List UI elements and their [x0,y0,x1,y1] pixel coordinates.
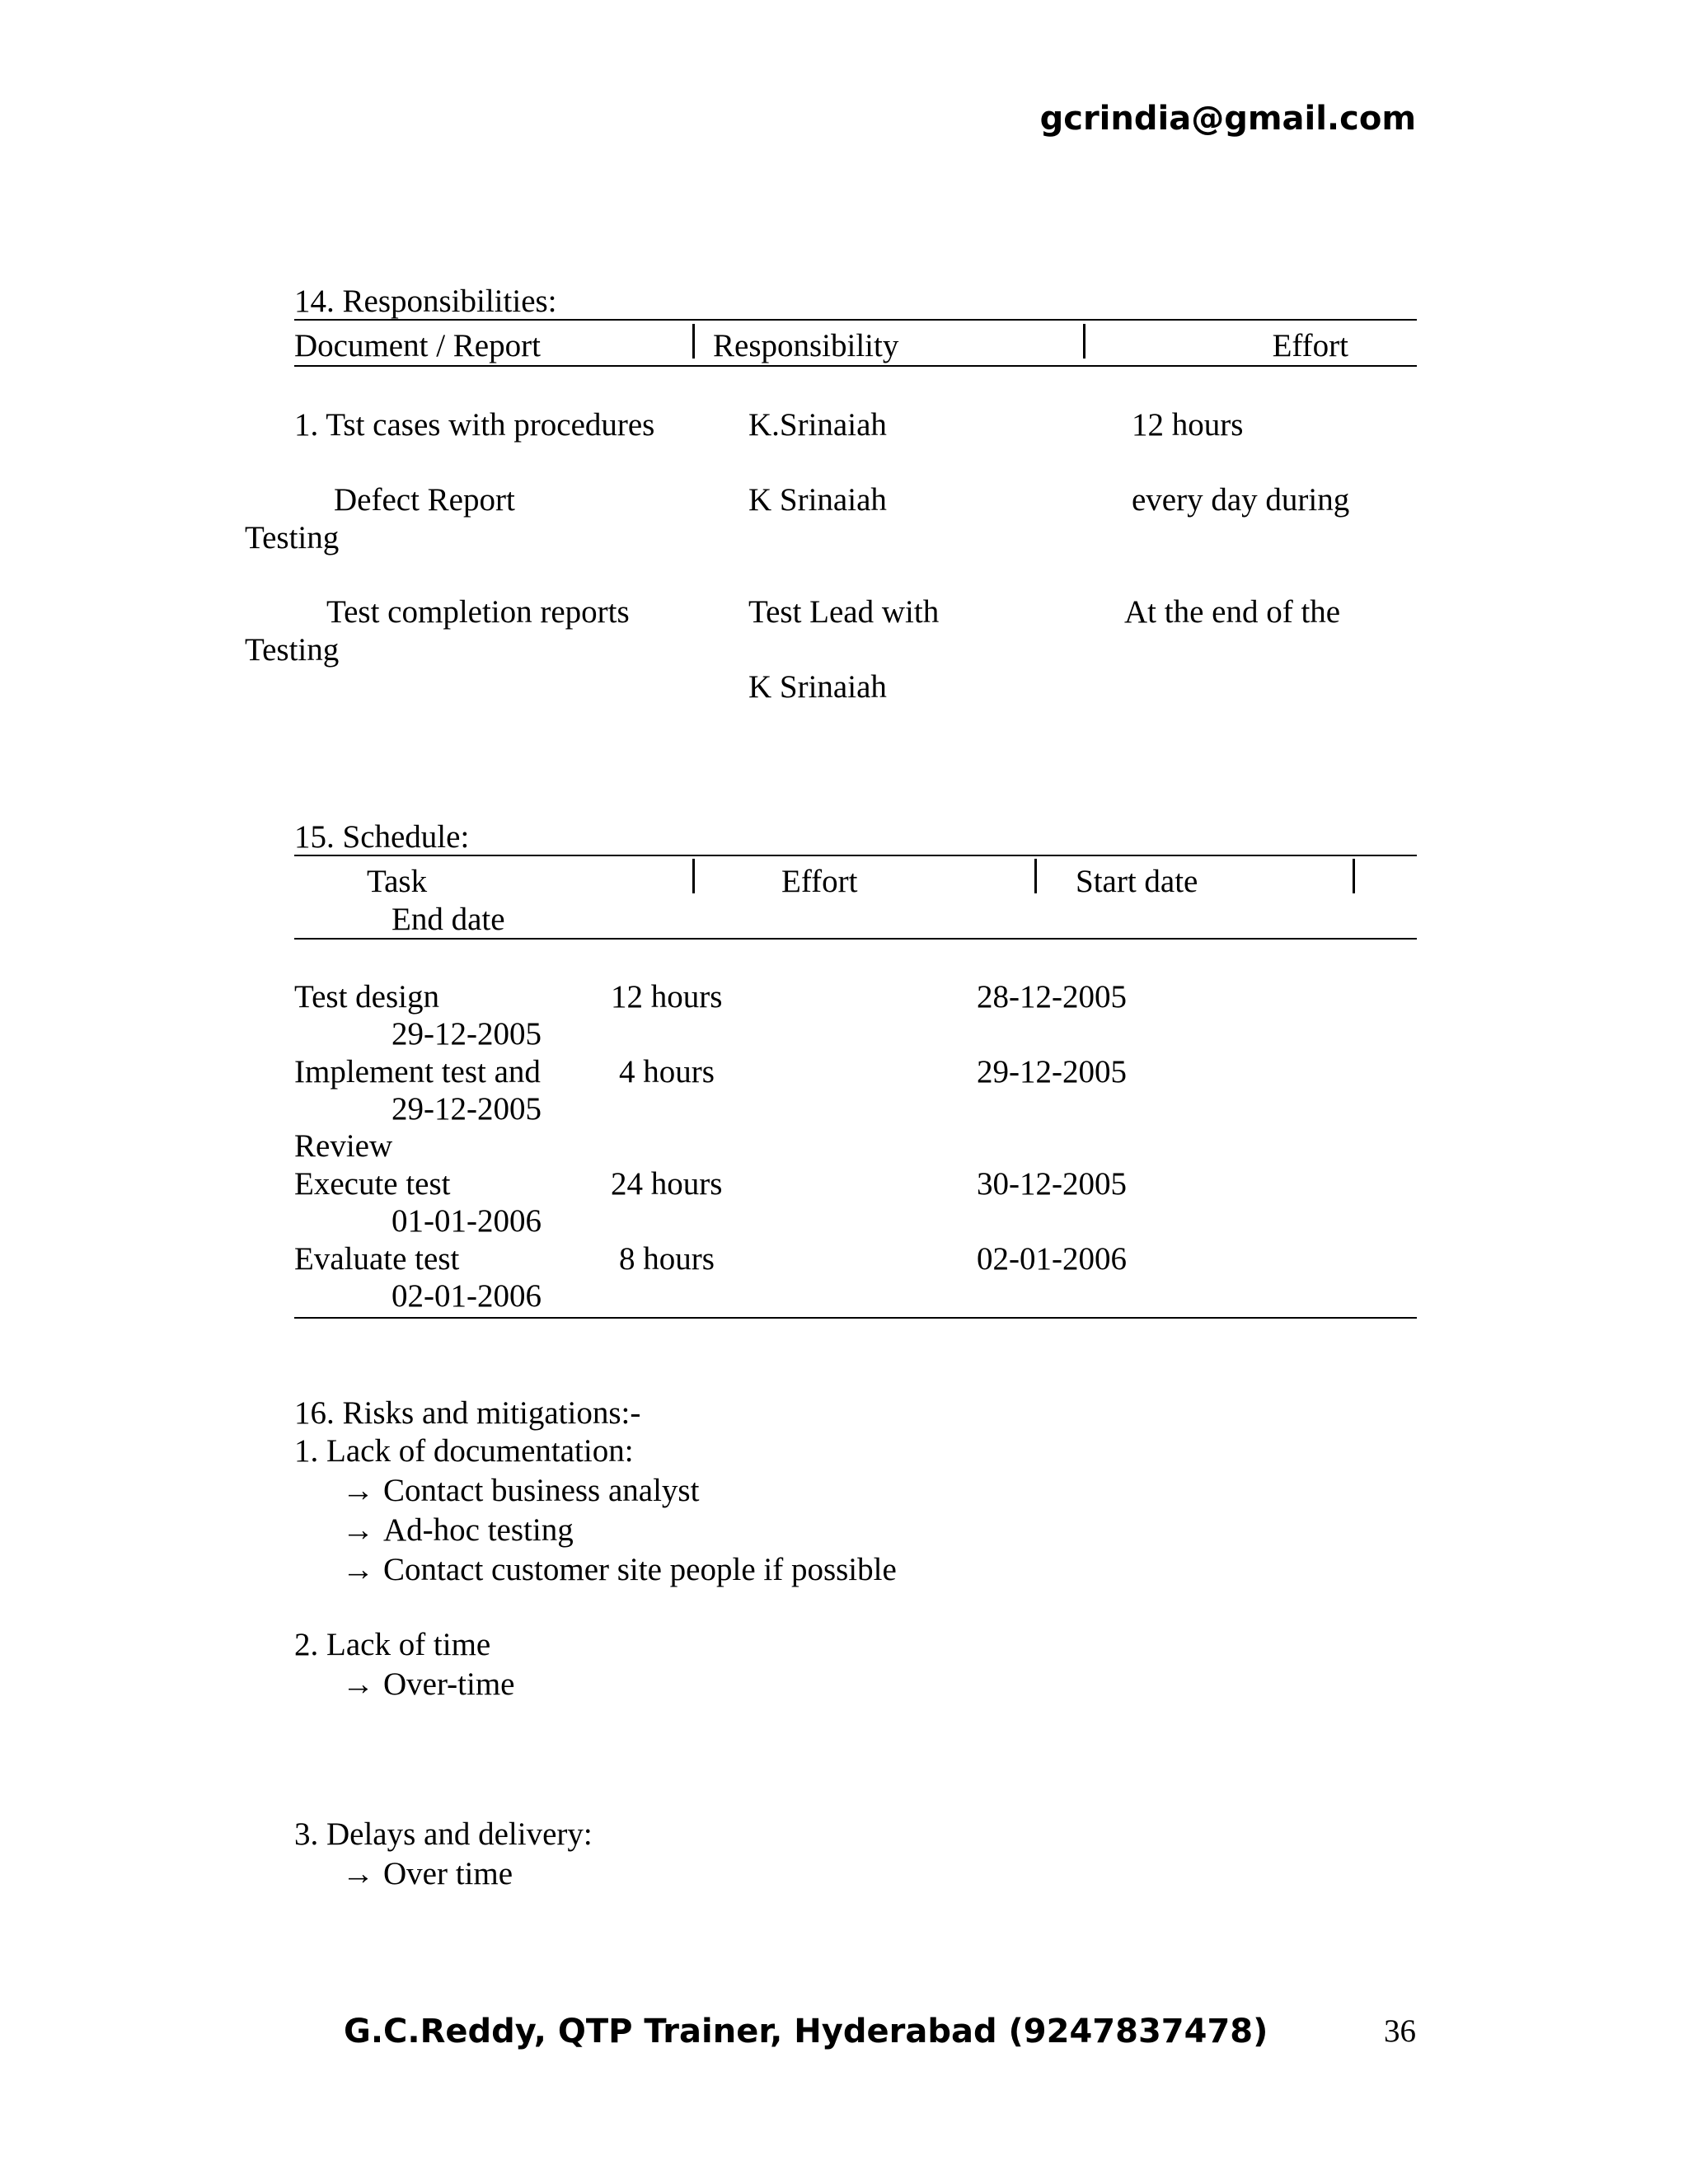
page-number: 36 [1384,2013,1416,2049]
resp-row-3-responsibility: Test Lead with [748,594,940,630]
sched-row-4-start: 02-01-2006 [977,1241,1127,1277]
sched-col-start: Start date [1076,864,1198,899]
sched-row-3-start: 30-12-2005 [977,1166,1127,1202]
sched-row-2-effort: 4 hours [619,1054,715,1090]
sched-row-1-start: 28-12-2005 [977,979,1127,1015]
sched-row-1-effort: 12 hours [611,979,723,1015]
responsibilities-header-rule [294,365,1417,367]
schedule-top-rule [294,855,1417,856]
resp-row-2-effort: every day during [1132,482,1350,518]
risk-1-mitigation-1: → Contact business analyst [342,1473,700,1508]
footer-author: G.C.Reddy, QTP Trainer, Hyderabad (9247837478) [344,2013,1268,2050]
risk-1-label: 1. Lack of documentation: [294,1433,634,1469]
risk-1-mitigation-2: → Ad-hoc testing [342,1512,574,1548]
resp-col-effort: Effort [1272,328,1348,363]
sched-row-3-task: Execute test [294,1166,451,1202]
schedule-title: 15. Schedule: [294,819,470,855]
risk-2-label: 2. Lack of time [294,1627,491,1662]
resp-col-divider-2 [1083,324,1085,359]
resp-row-3-document-wrap: Testing [245,632,340,668]
risk-3-label: 3. Delays and delivery: [294,1816,593,1852]
sched-col-divider-1 [692,859,695,893]
sched-row-2-start: 29-12-2005 [977,1054,1127,1090]
resp-row-2-document: Defect Report [334,482,515,518]
sched-row-2-task-line2: Review [294,1128,393,1164]
arrow-icon: → [342,1552,374,1587]
resp-row-1-effort: 12 hours [1132,407,1244,443]
risk-1-mitigation-3: → Contact customer site people if possible [342,1552,897,1587]
resp-row-1-responsibility: K.Srinaiah [748,407,887,443]
sched-row-1-task: Test design [294,979,439,1015]
header-email: gcrindia@gmail.com [1039,100,1416,138]
resp-row-2-document-wrap: Testing [245,520,340,555]
resp-row-1-document: 1. Tst cases with procedures [294,407,655,443]
resp-row-3-responsibility-line2: K Srinaiah [748,669,887,705]
sched-col-divider-2 [1034,859,1037,893]
resp-col-divider-1 [692,324,695,359]
arrow-icon: → [342,1666,374,1702]
sched-row-2-task: Implement test and [294,1054,541,1090]
responsibilities-top-rule [294,319,1417,321]
responsibilities-title: 14. Responsibilities: [294,284,557,319]
sched-col-task: Task [367,864,428,899]
sched-row-2-end: 29-12-2005 [392,1091,542,1127]
schedule-header-rule [294,938,1417,940]
sched-row-4-effort: 8 hours [619,1241,715,1277]
resp-row-2-responsibility: K Srinaiah [748,482,887,518]
sched-row-4-task: Evaluate test [294,1241,460,1277]
sched-col-end: End date [392,902,505,937]
sched-col-divider-3 [1353,859,1355,893]
sched-row-1-end: 29-12-2005 [392,1016,542,1052]
resp-row-3-effort: At the end of the [1124,594,1341,630]
resp-col-responsibility: Responsibility [713,328,899,363]
sched-row-3-effort: 24 hours [611,1166,723,1202]
sched-col-effort: Effort [781,864,858,899]
sched-row-4-end: 02-01-2006 [392,1278,542,1314]
arrow-icon: → [342,1512,374,1548]
arrow-icon: → [342,1473,374,1508]
arrow-icon: → [342,1856,374,1891]
risk-3-mitigation-1: → Over time [342,1856,513,1891]
sched-row-3-end: 01-01-2006 [392,1203,542,1239]
resp-col-document: Document / Report [294,328,541,363]
schedule-bottom-rule [294,1317,1417,1319]
risks-title: 16. Risks and mitigations:- [294,1395,641,1431]
risk-2-mitigation-1: → Over-time [342,1666,515,1702]
resp-row-3-document: Test completion reports [326,594,630,630]
